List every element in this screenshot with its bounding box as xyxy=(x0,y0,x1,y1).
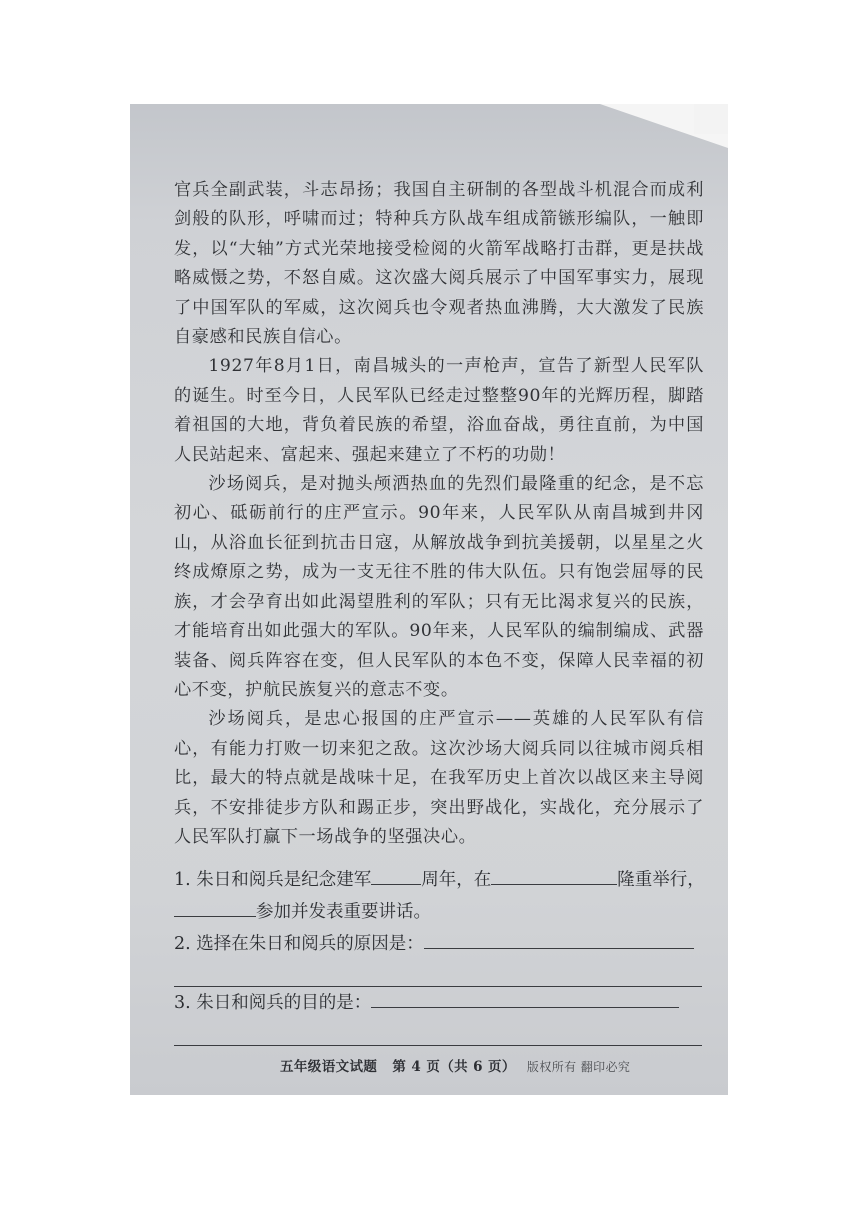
page-edge xyxy=(694,104,728,134)
paragraph-2: 1927年8月1日，南昌城头的一声枪声，宣告了新型人民军队的诞生。时至今日，人民军队已经走过整整90年的光辉历程，脚踏着祖国的大地，背负着民族的希望，浴血奋战，勇往直前，为中国人民站起来、富起来、强起来建立了不朽的功勋！ xyxy=(174,356,704,465)
answer-line-q2-extra[interactable] xyxy=(174,960,702,987)
answer-blank-years[interactable] xyxy=(371,867,421,886)
answer-blank-location[interactable] xyxy=(491,867,617,886)
page-footer xyxy=(280,1055,680,1075)
question-1-text-c: 隆重举行， xyxy=(617,870,705,890)
answer-line-q3[interactable] xyxy=(371,990,679,1009)
paragraph-3: 沙场阅兵，是对抛头颅洒热血的先烈们最隆重的纪念，是不忘初心、砥砺前行的庄严宣示。90年来，人民军队从南昌城到井冈山，从浴血长征到抗击日寇，从解放战争到抗美援朝，以星星之火终成燎原之势，成为一支无往不胜的伟大队伍。只有饱尝屈辱的民族，才会孕育出如此渴望胜利的军队；只有无比渴求复兴的民族，才能培育出如此强大的军队。90年来，人民军队的编制编成、武器装备、阅兵阵容在变，但人民军队的本色不变，保障人民幸福的初心不变，护航民族复兴的意志不变。 xyxy=(174,474,704,700)
question-1-text-d: 参加并发表重要讲话。 xyxy=(256,902,431,922)
question-1 xyxy=(174,864,704,896)
photographed-exam-page xyxy=(130,104,728,1095)
question-1-text-b: 周年，在 xyxy=(421,870,492,890)
reading-passage xyxy=(174,176,704,852)
paragraph-4: 沙场阅兵，是忠心报国的庄严宣示——英雄的人民军队有信心，有能力打败一切来犯之敌。这次沙场大阅兵同以往城市阅兵相比，最大的特点就是战味十足，在我军历史上首次以战区来主导阅兵，不安排徒步方队和踢正步，突出野战化，实战化，充分展示了人民军队打赢下一场战争的坚强决心。 xyxy=(174,709,704,847)
question-3-label: 3. 朱日和阅兵的目的是： xyxy=(174,993,372,1013)
footer-page-number: 第 4 页（共 6 页） xyxy=(392,1059,516,1075)
paragraph-1: 官兵全副武装，斗志昂扬；我国自主研制的各型战斗机混合而成利剑般的队形，呼啸而过；特种兵方队战车组成箭镞形编队，一触即发，以“大轴”方式光荣地接受检阅的火箭军战略打击群，更是扶战略威慑之势，不怒自威。这次盛大阅兵展示了中国军事实力，展现了中国军队的军威，这次阅兵也令观者热血沸腾，大大激发了民族自豪感和民族自信心。 xyxy=(174,180,704,348)
questions-section xyxy=(174,864,704,1046)
question-2 xyxy=(174,928,704,960)
question-1-continued xyxy=(174,896,704,928)
question-3 xyxy=(174,987,704,1019)
footer-title: 五年级语文试题 xyxy=(280,1059,378,1075)
answer-blank-person[interactable] xyxy=(174,899,256,918)
question-2-label: 2. 选择在朱日和阅兵的原因是： xyxy=(174,934,424,954)
question-1-text-a: 1. 朱日和阅兵是纪念建军 xyxy=(174,870,372,890)
answer-line-q2[interactable] xyxy=(424,931,694,950)
footer-rights: 版权所有 翻印必究 xyxy=(526,1060,631,1074)
answer-line-q3-extra[interactable] xyxy=(174,1019,702,1046)
